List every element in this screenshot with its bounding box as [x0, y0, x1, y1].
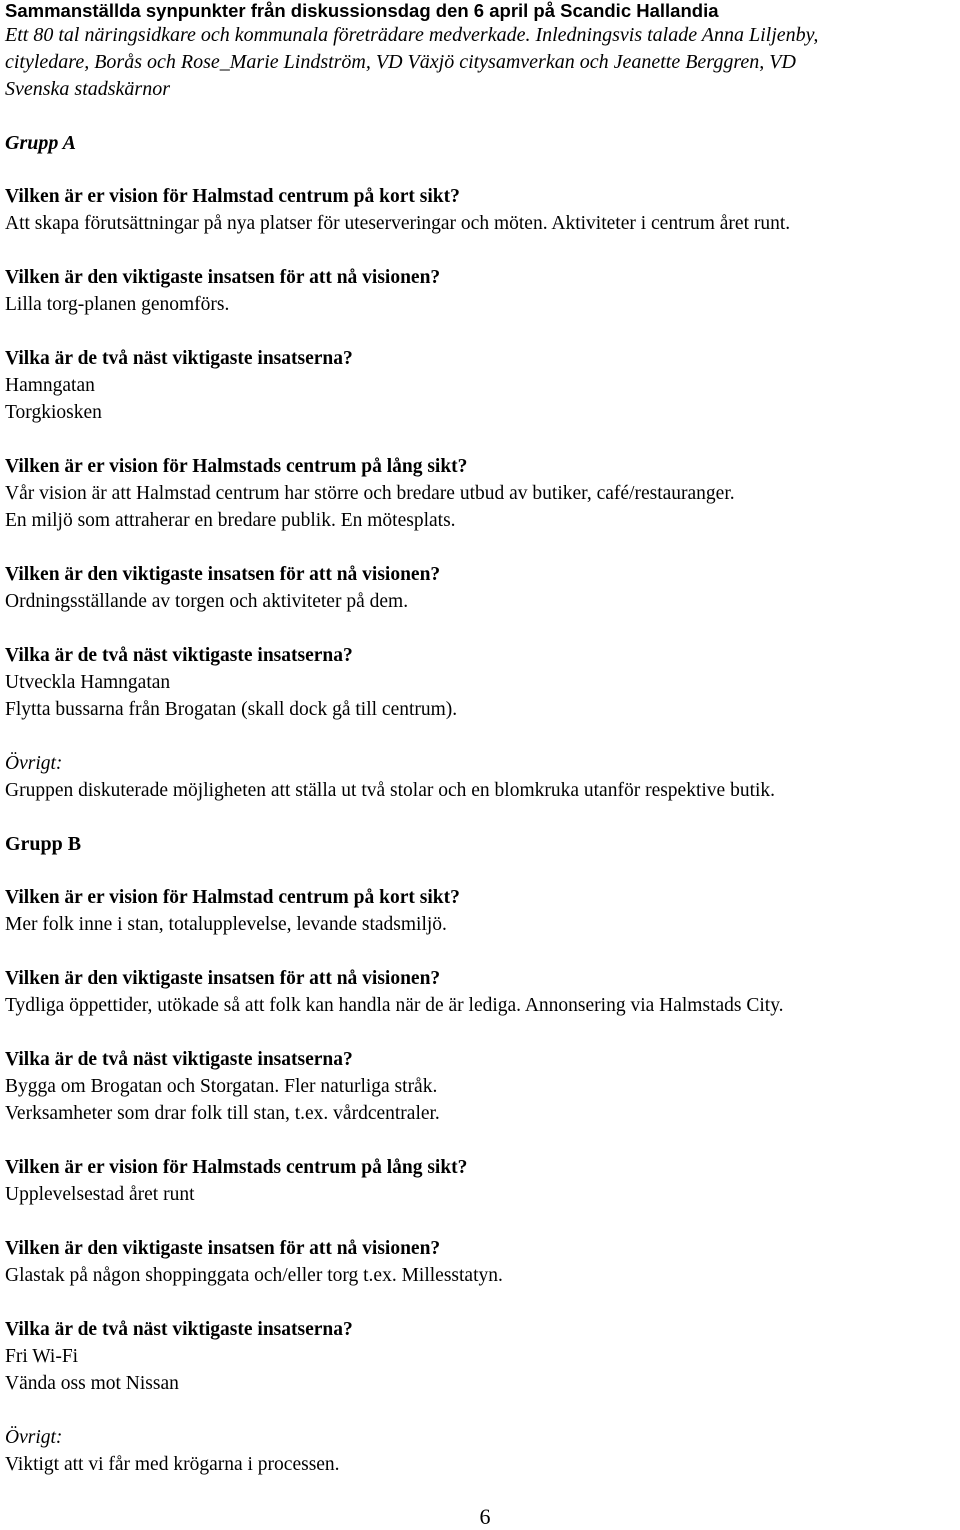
answer-line: Flytta bussarna från Brogatan (skall dock gå till centrum). — [5, 699, 458, 720]
question-most-important-action: Vilken är den viktigaste insatsen för att nå visionen? — [5, 564, 441, 585]
question-two-next-actions: Vilka är de två näst viktigaste insatserna? — [5, 348, 353, 369]
intro-line: Ett 80 tal näringsidkare och kommunala företrädare medverkade. Inledningsvis talade Anna Liljenby, — [5, 24, 819, 46]
answer-line: Verksamheter som drar folk till stan, t.ex. vårdcentraler. — [5, 1103, 440, 1124]
intro-paragraph — [5, 21, 955, 103]
question-long-term-vision: Vilken är er vision för Halmstads centrum på lång sikt? — [5, 1157, 468, 1178]
question-long-term-vision: Vilken är er vision för Halmstads centrum på lång sikt? — [5, 456, 468, 477]
document-page — [5, 0, 955, 1478]
intro-line: cityledare, Borås och Rose_Marie Lindström, VD Växjö citysamverkan och Jeanette Berggren, VD — [5, 51, 796, 73]
answer-line: Torgkiosken — [5, 402, 102, 423]
group-b-heading: Grupp B — [5, 833, 82, 855]
answer-line: Mer folk inne i stan, totalupplevelse, levande stadsmiljö. — [5, 914, 447, 935]
answer-line: Vända oss mot Nissan — [5, 1373, 179, 1394]
answer-line: Vår vision är att Halmstad centrum har större och bredare utbud av butiker, café/restauranger. — [5, 483, 735, 504]
answer-line: Upplevelsestad året runt — [5, 1184, 195, 1205]
question-most-important-action: Vilken är den viktigaste insatsen för att nå visionen? — [5, 267, 441, 288]
group-a-heading: Grupp A — [5, 132, 76, 154]
answer-line: Att skapa förutsättningar på nya platser för uteserveringar och möten. Aktiviteter i centrum året runt. — [5, 213, 791, 234]
answer-line: Ordningsställande av torgen och aktiviteter på dem. — [5, 591, 409, 612]
question-two-next-actions: Vilka är de två näst viktigaste insatserna? — [5, 1319, 353, 1340]
answer-line: Tydliga öppettider, utökade så att folk kan handla när de är lediga. Annonsering via Halmstads City. — [5, 995, 784, 1016]
intro-line: Svenska stadskärnor — [5, 78, 170, 100]
document-title: Sammanställda synpunkter från diskussionsdag den 6 april på Scandic Hallandia — [5, 0, 719, 21]
answer-line: Glastak på någon shoppinggata och/eller torg t.ex. Millesstatyn. — [5, 1265, 503, 1286]
question-most-important-action: Vilken är den viktigaste insatsen för att nå visionen? — [5, 968, 441, 989]
other-label: Övrigt: — [5, 1427, 63, 1448]
other-text: Viktigt att vi får med krögarna i processen. — [5, 1454, 340, 1475]
question-most-important-action: Vilken är den viktigaste insatsen för att nå visionen? — [5, 1238, 441, 1259]
question-two-next-actions: Vilka är de två näst viktigaste insatserna? — [5, 1049, 353, 1070]
answer-line: Bygga om Brogatan och Storgatan. Fler naturliga stråk. — [5, 1076, 438, 1097]
question-short-term-vision: Vilken är er vision för Halmstad centrum på kort sikt? — [5, 887, 460, 908]
other-text: Gruppen diskuterade möjligheten att ställa ut två stolar och en blomkruka utanför respektive butik. — [5, 780, 776, 801]
answer-line: En miljö som attraherar en bredare publik. En mötesplats. — [5, 510, 456, 531]
answer-line: Fri Wi-Fi — [5, 1346, 79, 1367]
answer-line: Utveckla Hamngatan — [5, 672, 171, 693]
question-short-term-vision: Vilken är er vision för Halmstad centrum på kort sikt? — [5, 186, 460, 207]
page-number: 6 — [479, 1504, 491, 1529]
answer-line: Hamngatan — [5, 375, 95, 396]
group-a-section — [5, 103, 955, 804]
answer-line: Lilla torg-planen genomförs. — [5, 294, 230, 315]
group-b-section — [5, 804, 955, 1478]
question-two-next-actions: Vilka är de två näst viktigaste insatserna? — [5, 645, 353, 666]
other-label: Övrigt: — [5, 753, 63, 774]
